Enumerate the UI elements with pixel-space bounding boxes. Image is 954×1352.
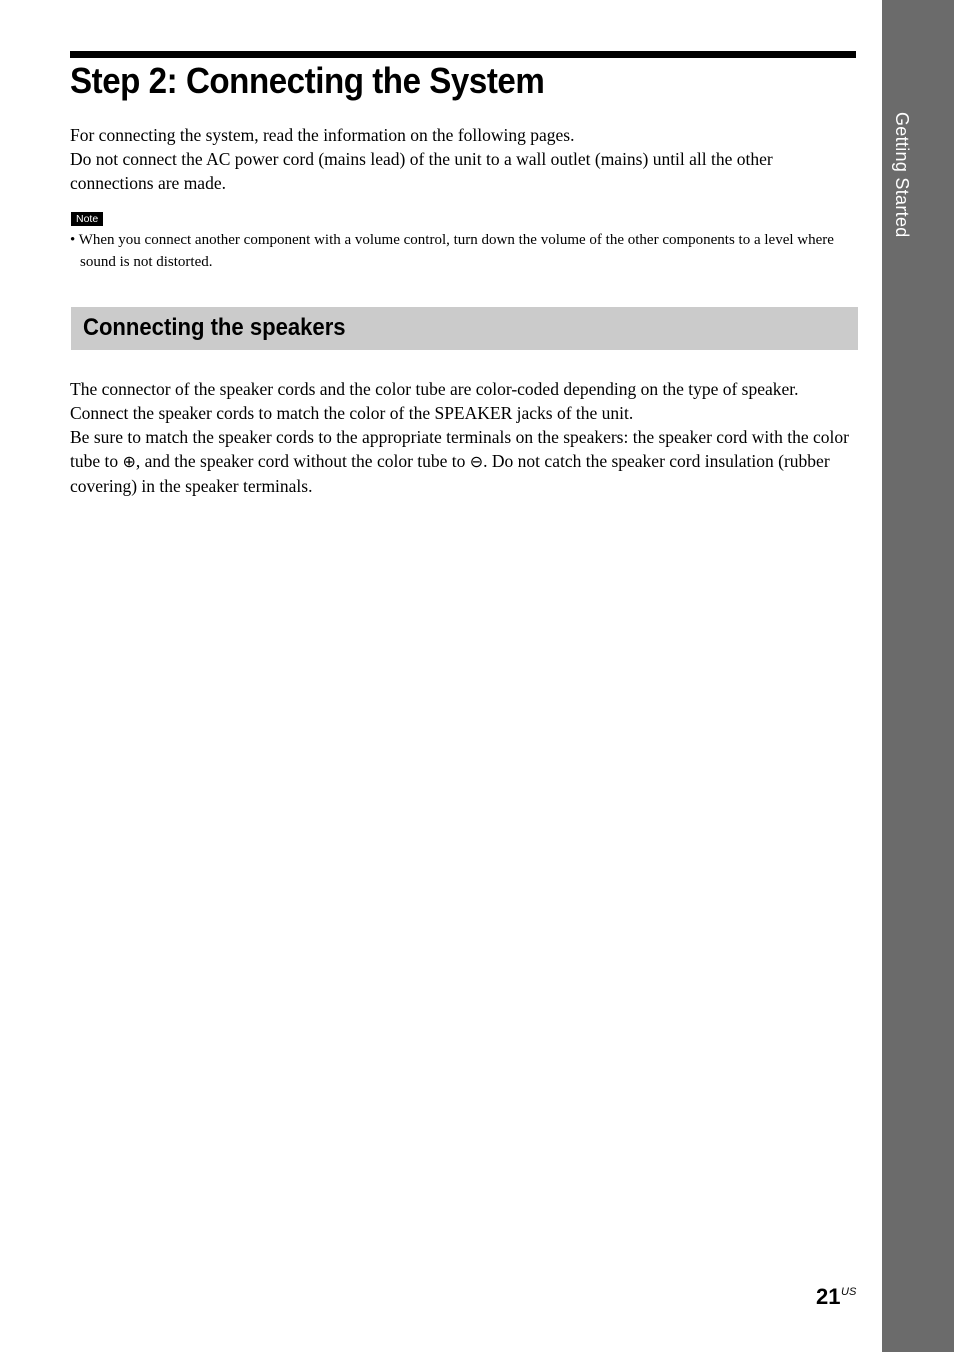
section-para-3-part-c: . Do not catch the speaker cord insulation (rubber covering) in the speaker terminals. (70, 451, 830, 496)
plus-terminal-icon: ⊕ (122, 452, 136, 471)
section-para-3-part-b: , and the speaker cord without the color tube to (135, 451, 470, 471)
note-item: • When you connect another component with a volume control, turn down the volume of the other components to a level where sound is not distorted. (70, 232, 834, 270)
sidebar-chapter-label: Getting Started (892, 112, 912, 238)
section-para-3 (70, 425, 860, 498)
page-title: Step 2: Connecting the System (70, 60, 545, 101)
page-number: 21 (816, 1284, 841, 1309)
section-para-3-part-a: Be sure to match the speaker cords to the appropriate terminals on the speakers: the speaker cord with the color tube to (70, 427, 849, 471)
note-badge: Note (71, 212, 103, 226)
section-para-2: Connect the speaker cords to match the color of the SPEAKER jacks of the unit. (70, 403, 634, 423)
section-title: Connecting the speakers (83, 314, 346, 341)
intro-text (70, 123, 860, 195)
page-region-code: US (841, 1286, 857, 1298)
minus-terminal-icon: ⊖ (469, 452, 484, 471)
intro-line-2: Do not connect the AC power cord (mains lead) of the unit to a wall outlet (mains) until all the other connections are made. (70, 149, 773, 193)
section-body (70, 377, 860, 498)
title-rule (70, 51, 856, 58)
intro-line-1: For connecting the system, read the information on the following pages. (70, 125, 575, 145)
section-para-1: The connector of the speaker cords and the color tube are color-coded depending on the type of speaker. (70, 379, 799, 399)
